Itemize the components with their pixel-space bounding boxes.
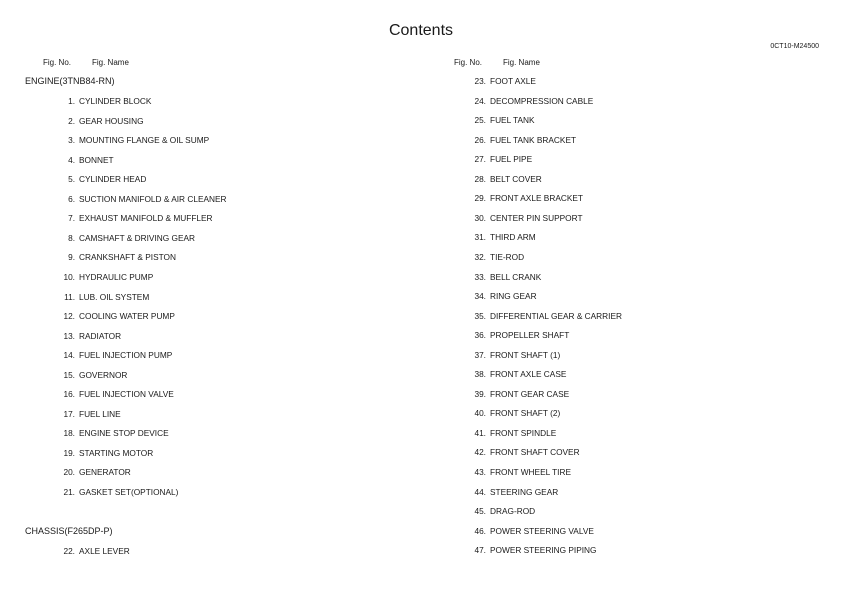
fig-number: 42.	[474, 447, 486, 457]
fig-number: 1.	[68, 96, 75, 106]
fig-name-link[interactable]: FRONT SHAFT (2)	[490, 408, 561, 418]
fig-number: 47.	[474, 545, 486, 555]
fig-name-link[interactable]: FRONT SHAFT (1)	[490, 350, 561, 360]
fig-number: 34.	[474, 291, 486, 301]
fig-number: 17.	[63, 409, 75, 419]
fig-name-link[interactable]: FUEL INJECTION VALVE	[79, 389, 174, 399]
fig-name-link[interactable]: BELL CRANK	[490, 272, 542, 282]
fig-name-link[interactable]: SUCTION MANIFOLD & AIR CLEANER	[79, 194, 227, 204]
fig-number: 45.	[474, 506, 486, 516]
fig-name-link[interactable]: BELT COVER	[490, 174, 542, 184]
fig-number: 10.	[63, 272, 75, 282]
fig-name-link[interactable]: RING GEAR	[490, 291, 537, 301]
fig-number: 11.	[64, 292, 75, 302]
fig-name-link[interactable]: LUB. OIL SYSTEM	[79, 292, 150, 302]
fig-number: 22.	[63, 546, 75, 556]
fig-number: 14.	[63, 350, 75, 360]
fig-name-link[interactable]: STARTING MOTOR	[79, 448, 154, 458]
fig-name-link[interactable]: POWER STEERING PIPING	[490, 545, 597, 555]
section-engine: ENGINE(3TNB84-RN)	[25, 76, 115, 86]
fig-number: 30.	[474, 213, 486, 223]
fig-number: 27.	[474, 154, 486, 164]
fig-number: 33.	[474, 272, 486, 282]
fig-name-link[interactable]: GASKET SET(OPTIONAL)	[79, 487, 179, 497]
fig-number: 37.	[474, 350, 486, 360]
fig-name-link[interactable]: DECOMPRESSION CABLE	[490, 96, 594, 106]
fig-number: 12.	[63, 311, 75, 321]
fig-no-header-left: Fig. No.	[43, 58, 72, 67]
fig-name-link[interactable]: GENERATOR	[79, 467, 131, 477]
fig-name-link[interactable]: FRONT GEAR CASE	[490, 389, 570, 399]
fig-number: 2.	[68, 116, 75, 126]
fig-name-link[interactable]: CYLINDER HEAD	[79, 174, 147, 184]
fig-name-link[interactable]: ENGINE STOP DEVICE	[79, 428, 169, 438]
fig-name-link[interactable]: FRONT AXLE BRACKET	[490, 193, 583, 203]
fig-number: 43.	[474, 467, 486, 477]
fig-name-link[interactable]: FUEL LINE	[79, 409, 121, 419]
fig-name-link[interactable]: FRONT WHEEL TIRE	[490, 467, 571, 477]
fig-number: 28.	[474, 174, 486, 184]
fig-number: 40.	[474, 408, 486, 418]
fig-name-link[interactable]: RADIATOR	[79, 331, 122, 341]
fig-name-link[interactable]: GOVERNOR	[79, 370, 128, 380]
fig-number: 8.	[68, 233, 75, 243]
fig-number: 16.	[63, 389, 75, 399]
fig-number: 4.	[68, 155, 75, 165]
fig-name-link[interactable]: TIE-ROD	[490, 252, 525, 262]
fig-number: 38.	[474, 369, 486, 379]
fig-name-header-right: Fig. Name	[503, 58, 540, 67]
fig-name-link[interactable]: DIFFERENTIAL GEAR & CARRIER	[490, 311, 623, 321]
fig-number: 24.	[474, 96, 486, 106]
fig-number: 21.	[63, 487, 75, 497]
fig-number: 39.	[474, 389, 486, 399]
fig-name-header-left: Fig. Name	[92, 58, 129, 67]
fig-number: 23.	[474, 76, 486, 86]
fig-name-link[interactable]: FRONT AXLE CASE	[490, 369, 567, 379]
fig-number: 3.	[68, 135, 75, 145]
fig-number: 44.	[474, 487, 486, 497]
fig-name-link[interactable]: PROPELLER SHAFT	[490, 330, 570, 340]
fig-name-link[interactable]: FUEL TANK	[490, 115, 535, 125]
fig-name-link[interactable]: GEAR HOUSING	[79, 116, 144, 126]
fig-number: 35.	[474, 311, 486, 321]
fig-name-link[interactable]: BONNET	[79, 155, 114, 165]
fig-no-header-right: Fig. No.	[454, 58, 483, 67]
fig-number: 9.	[68, 252, 75, 262]
fig-name-link[interactable]: CYLINDER BLOCK	[79, 96, 152, 106]
fig-number: 26.	[474, 135, 486, 145]
fig-name-link[interactable]: CAMSHAFT & DRIVING GEAR	[79, 233, 196, 243]
fig-name-link[interactable]: DRAG-ROD	[490, 506, 536, 516]
fig-name-link[interactable]: FUEL TANK BRACKET	[490, 135, 577, 145]
fig-name-link[interactable]: FOOT AXLE	[490, 76, 536, 86]
fig-name-link[interactable]: EXHAUST MANIFOLD & MUFFLER	[79, 213, 213, 223]
fig-number: 18.	[63, 428, 75, 438]
fig-name-link[interactable]: FRONT SHAFT COVER	[490, 447, 580, 457]
page-title: Contents	[388, 22, 454, 39]
fig-number: 41.	[474, 428, 486, 438]
fig-number: 20.	[63, 467, 75, 477]
fig-number: 32.	[474, 252, 486, 262]
fig-number: 5.	[68, 174, 75, 184]
fig-name-link[interactable]: THIRD ARM	[490, 232, 536, 242]
section-chassis: CHASSIS(F265DP-P)	[25, 526, 113, 536]
fig-number: 6.	[68, 194, 75, 204]
fig-number: 36.	[474, 330, 486, 340]
fig-name-link[interactable]: MOUNTING FLANGE & OIL SUMP	[79, 135, 210, 145]
fig-number: 19.	[63, 448, 75, 458]
fig-name-link[interactable]: CRANKSHAFT & PISTON	[79, 252, 176, 262]
fig-number: 7.	[68, 213, 75, 223]
fig-name-link[interactable]: STEERING GEAR	[490, 487, 559, 497]
fig-number: 31.	[474, 232, 486, 242]
document-code: 0CT10-M24500	[770, 43, 819, 50]
fig-number: 13.	[63, 331, 75, 341]
fig-name-link[interactable]: FUEL INJECTION PUMP	[79, 350, 173, 360]
fig-name-link[interactable]: POWER STEERING VALVE	[490, 526, 594, 536]
fig-number: 46.	[474, 526, 486, 536]
fig-number: 29.	[474, 193, 486, 203]
fig-number: 15.	[63, 370, 75, 380]
fig-name-link[interactable]: COOLING WATER PUMP	[79, 311, 175, 321]
fig-name-link[interactable]: FUEL PIPE	[490, 154, 533, 164]
fig-number: 25.	[474, 115, 486, 125]
fig-name-link[interactable]: FRONT SPINDLE	[490, 428, 557, 438]
fig-name-link[interactable]: AXLE LEVER	[79, 546, 130, 556]
fig-name-link[interactable]: CENTER PIN SUPPORT	[490, 213, 583, 223]
fig-name-link[interactable]: HYDRAULIC PUMP	[79, 272, 154, 282]
